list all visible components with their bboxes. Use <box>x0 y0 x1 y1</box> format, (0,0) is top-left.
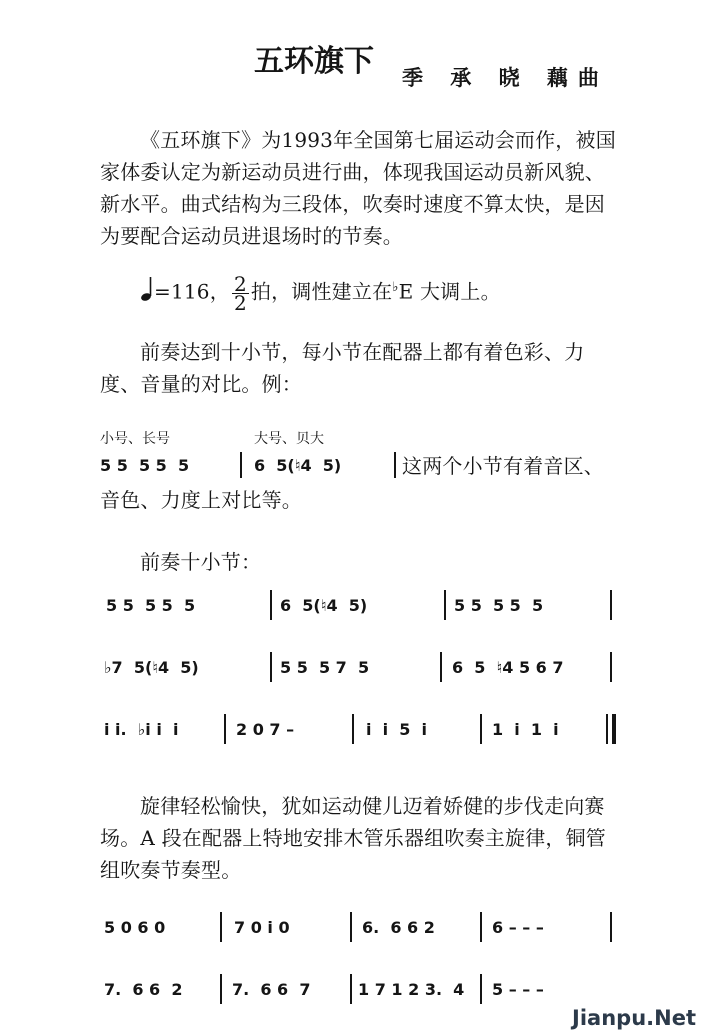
bar-line <box>220 912 222 942</box>
bar-line <box>240 452 242 478</box>
composer-credit: 季 承 晓 藕曲 <box>402 66 609 90</box>
score-row-2 <box>100 650 620 690</box>
score-row-1 <box>100 590 620 630</box>
instrument-label-tuba: 大号、贝大 <box>254 431 324 447</box>
instrument-label-trumpet: 小号、长号 <box>100 431 170 447</box>
measure: 1 i 1 i <box>492 720 559 739</box>
tempo-value: =116， <box>154 279 230 304</box>
section-a-paragraph: 旋律轻松愉快，犹如运动健儿迈着娇健的步伐走向赛场。A 段在配器上特地安排木管乐器组吹奏主旋律，铜管组吹奏节奏型。 <box>100 794 607 882</box>
bar-line <box>610 912 612 942</box>
final-bar-line <box>606 714 608 744</box>
measure: 6 – – – <box>492 918 544 937</box>
bar-line <box>352 714 354 744</box>
measure: 6. 6 6 2 <box>362 918 435 937</box>
example-comment-line1: 这两个小节有着音区、 <box>402 454 604 478</box>
time-signature-numerator: 2 <box>233 271 247 296</box>
measure: 7. 6 6 2 <box>104 980 183 999</box>
measure: ♭7 5(♮4 5) <box>104 658 199 677</box>
measure: 6 5(♮4 5) <box>280 596 368 615</box>
measure: 1 7 1 2 3. 4 <box>358 980 465 999</box>
measure: i i. ♭i i i <box>104 720 179 739</box>
quarter-note-icon <box>140 276 154 311</box>
bar-line <box>350 974 352 1004</box>
tempo-description: 拍，调性建立在 <box>250 279 393 304</box>
tempo-line <box>140 272 620 322</box>
measure: 5 5 5 7 5 <box>280 658 370 677</box>
bar-line <box>350 912 352 942</box>
bar-line <box>480 714 482 744</box>
measure: 6 5 ♮4 5 6 7 <box>452 658 564 677</box>
bar-line <box>480 974 482 1004</box>
score-row-3 <box>100 714 620 754</box>
prelude-heading: 前奏十小节： <box>140 550 262 574</box>
measure: 5 5 5 5 5 <box>454 596 544 615</box>
final-bar-line <box>612 714 616 744</box>
time-signature <box>232 271 249 315</box>
measure: i i 5 i <box>366 720 428 739</box>
bar-line <box>270 652 272 682</box>
intro-paragraph: 《五环旗下》为1993年全国第七届运动会而作，被国家体委认定为新运动员进行曲，体现我国运动员新风貌、新水平。曲式结构为三段体，吹奏时速度不算太快，是因为要配合运动员进退场时的节奏。 <box>100 128 616 248</box>
example-measure-1: 5 5 5 5 5 <box>100 456 190 475</box>
page-title: 五环旗下 <box>254 44 374 79</box>
bar-line <box>444 590 446 620</box>
flat-icon: ♭ <box>392 280 399 295</box>
bar-line <box>220 974 222 1004</box>
measure: 5 0 6 0 <box>104 918 166 937</box>
bar-line <box>610 590 612 620</box>
bar-line <box>440 652 442 682</box>
bar-line <box>270 590 272 620</box>
measure: 5 5 5 5 5 <box>106 596 196 615</box>
measure: 2 0 7 – <box>236 720 295 739</box>
prelude-paragraph: 前奏达到十小节，每小节在配器上都有着色彩、力度、音量的对比。例： <box>100 340 585 396</box>
key-description: E 大调上。 <box>398 279 501 304</box>
example-comment-line2: 音色、力度上对比等。 <box>100 488 302 512</box>
score-row-5 <box>100 974 620 1014</box>
bar-line <box>610 652 612 682</box>
measure: 7 0 i 0 <box>234 918 290 937</box>
score-row-4 <box>100 912 620 952</box>
watermark: Jianpu.Net <box>572 1006 696 1030</box>
time-signature-denominator: 2 <box>233 290 247 315</box>
bar-line <box>394 452 396 478</box>
measure: 5 – – – <box>492 980 544 999</box>
bar-line <box>480 912 482 942</box>
example-measure-2: 6 5(♮4 5) <box>254 456 342 475</box>
measure: 7. 6 6 7 <box>232 980 311 999</box>
bar-line <box>224 714 226 744</box>
